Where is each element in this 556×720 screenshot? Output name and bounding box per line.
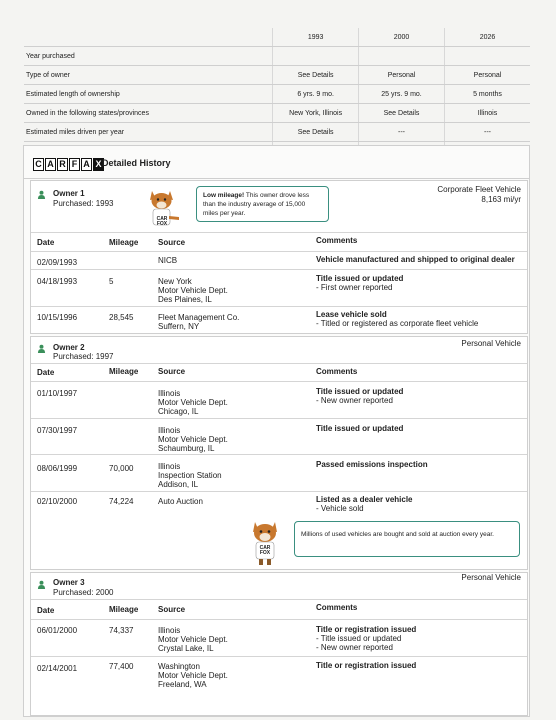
col-date: Date	[37, 606, 55, 615]
source-line: Des Plaines, IL	[158, 295, 212, 304]
summary-row	[24, 47, 530, 66]
record-comment-title: Title or registration issued	[316, 625, 417, 634]
low-mileage-callout	[196, 186, 329, 222]
source-line: Illinois	[158, 626, 181, 635]
summary-value: See Details	[359, 104, 445, 123]
record-comments	[316, 495, 413, 513]
source-line: Motor Vehicle Dept.	[158, 435, 228, 444]
auction-callout: Millions of used vehicles are bought and sold at auction every year.	[294, 521, 520, 557]
source-line: Fleet Management Co.	[158, 313, 240, 322]
summary-value: Illinois	[445, 104, 531, 123]
summary-value: New York, Illinois	[273, 104, 359, 123]
table-row	[31, 251, 527, 269]
record-comment-title: Title issued or updated	[316, 387, 404, 396]
summary-label: Year purchased	[24, 47, 273, 66]
col-source: Source	[158, 605, 186, 614]
record-date: 07/30/1997	[37, 426, 78, 435]
summary-value: See Details	[273, 66, 359, 85]
owner-purchased: Purchased: 2000	[53, 588, 114, 597]
col-date: Date	[37, 238, 55, 247]
owner-purchased: Purchased: 1993	[53, 199, 114, 208]
summary-value	[359, 47, 445, 66]
record-date: 06/01/2000	[37, 626, 78, 635]
carfox-badge: CAR FOX	[259, 545, 271, 556]
record-mileage: 74,224	[109, 497, 134, 506]
record-mileage: 77,400	[109, 662, 134, 671]
summary-header-row	[24, 28, 530, 47]
source-line: Motor Vehicle Dept.	[158, 398, 228, 407]
col-source: Source	[158, 238, 186, 247]
record-source	[158, 313, 239, 331]
owner-name: Owner 1	[53, 189, 85, 198]
ownership-summary-table	[24, 28, 530, 161]
carfox-badge: CAR FOX	[156, 216, 168, 227]
source-line: Illinois	[158, 426, 181, 435]
record-comment-line: - Titled or registered as corporate fleet vehicle	[316, 319, 479, 328]
summary-value: 25 yrs. 9 mo.	[359, 85, 445, 104]
table-row	[31, 418, 527, 454]
record-source	[158, 277, 228, 304]
owner-name: Owner 2	[53, 343, 85, 352]
record-comment-line: - New owner reported	[316, 643, 393, 652]
owner1-section	[30, 180, 528, 334]
owner-purchased: Purchased: 1997	[53, 352, 114, 361]
record-comment-line: - First owner reported	[316, 283, 393, 292]
detailed-history-section	[23, 145, 530, 717]
logo-letter: R	[57, 158, 68, 171]
record-comments	[316, 310, 478, 328]
table-row	[31, 656, 527, 715]
record-date: 02/09/1993	[37, 258, 78, 267]
record-source	[158, 462, 222, 489]
record-comment-line: - Vehicle sold	[316, 504, 364, 513]
col-mileage: Mileage	[109, 605, 139, 614]
person-icon	[37, 580, 46, 589]
table-row	[31, 491, 527, 569]
owner-type-label: Corporate Fleet Vehicle	[437, 185, 521, 194]
summary-value: 5 months	[445, 85, 531, 104]
source-line: Motor Vehicle Dept.	[158, 671, 228, 680]
summary-value	[445, 47, 531, 66]
table-row	[31, 306, 527, 333]
logo-letter: X	[93, 158, 104, 171]
record-comment-title: Lease vehicle sold	[316, 310, 387, 319]
record-comment-line: - Title issued or updated	[316, 634, 402, 643]
record-source: Auto Auction	[158, 497, 203, 506]
summary-row	[24, 66, 530, 85]
col-comments: Comments	[316, 367, 358, 376]
owner2-section	[30, 336, 528, 570]
owner-type	[437, 185, 521, 205]
logo-letter: A	[45, 158, 56, 171]
history-title: Detailed History	[102, 158, 171, 168]
summary-value: Personal	[445, 66, 531, 85]
record-comment-line: - New owner reported	[316, 396, 393, 405]
source-line: Suffern, NY	[158, 322, 200, 331]
callout-text: This owner drove less than the industry average of 15,000 miles per year.	[203, 192, 310, 217]
person-icon	[37, 344, 46, 353]
owner2-year-header: 2000	[359, 28, 445, 47]
record-date: 10/15/1996	[37, 313, 78, 322]
summary-label: Estimated miles driven per year	[24, 123, 273, 142]
table-row	[31, 454, 527, 491]
summary-row	[24, 85, 530, 104]
record-date: 08/06/1999	[37, 464, 78, 473]
logo-letter: A	[81, 158, 92, 171]
table-header-row	[31, 363, 527, 382]
record-comments	[316, 625, 416, 652]
source-line: Inspection Station	[158, 471, 222, 480]
source-line: Motor Vehicle Dept.	[158, 286, 228, 295]
table-header-row	[31, 232, 527, 251]
summary-value: ---	[359, 123, 445, 142]
carfax-logo	[33, 158, 105, 171]
col-mileage: Mileage	[109, 367, 139, 376]
record-comment-title: Passed emissions inspection	[316, 460, 428, 469]
owner3-section	[30, 572, 528, 716]
table-row	[31, 381, 527, 418]
logo-letter: F	[69, 158, 80, 171]
record-source	[158, 662, 228, 689]
record-comment-title: Title issued or updated	[316, 424, 404, 433]
record-source	[158, 389, 228, 416]
record-mileage: 28,545	[109, 313, 134, 322]
source-line: Motor Vehicle Dept.	[158, 635, 228, 644]
record-mileage: 74,337	[109, 626, 134, 635]
carfox-mascot-icon	[245, 516, 285, 566]
summary-value	[273, 47, 359, 66]
owner1-year-header: 1993	[273, 28, 359, 47]
table-row	[31, 269, 527, 306]
col-date: Date	[37, 368, 55, 377]
col-source: Source	[158, 367, 186, 376]
source-line: Illinois	[158, 389, 181, 398]
summary-label: Estimated length of ownership	[24, 85, 273, 104]
person-icon	[37, 190, 46, 199]
record-source	[158, 426, 228, 453]
record-comment-title: Title or registration issued	[316, 661, 417, 670]
summary-row	[24, 104, 530, 123]
record-date: 02/14/2001	[37, 664, 78, 673]
record-source	[158, 626, 228, 653]
col-comments: Comments	[316, 236, 358, 245]
source-line: Washington	[158, 662, 200, 671]
owner-name: Owner 3	[53, 578, 85, 587]
summary-label: Owned in the following states/provinces	[24, 104, 273, 123]
source-line: New York	[158, 277, 192, 286]
source-line: Crystal Lake, IL	[158, 644, 214, 653]
table-header-row	[31, 599, 527, 620]
source-line: Illinois	[158, 462, 181, 471]
record-date: 02/10/2000	[37, 497, 78, 506]
summary-value: Personal	[359, 66, 445, 85]
source-line: Chicago, IL	[158, 407, 199, 416]
record-mileage: 5	[109, 277, 114, 286]
col-mileage: Mileage	[109, 238, 139, 247]
col-comments: Comments	[316, 603, 358, 612]
source-line: Addison, IL	[158, 480, 199, 489]
record-comment-title: Listed as a dealer vehicle	[316, 495, 413, 504]
owner3-year-header: 2026	[445, 28, 531, 47]
summary-value: ---	[445, 123, 531, 142]
record-comment-title: Vehicle manufactured and shipped to original dealer	[316, 255, 515, 264]
record-date: 01/10/1997	[37, 389, 78, 398]
record-source: NICB	[158, 256, 178, 265]
record-date: 04/18/1993	[37, 277, 78, 286]
summary-row	[24, 123, 530, 142]
owner-type-label: Personal Vehicle	[461, 339, 521, 348]
table-row	[31, 619, 527, 656]
owner-type-label: Personal Vehicle	[461, 573, 521, 582]
summary-value: See Details	[273, 123, 359, 142]
callout-heading: Low mileage!	[203, 192, 245, 199]
record-comments	[316, 387, 403, 405]
logo-letter: C	[33, 158, 44, 171]
record-mileage: 70,000	[109, 464, 134, 473]
summary-label: Type of owner	[24, 66, 273, 85]
history-header	[24, 146, 529, 179]
summary-value: 6 yrs. 9 mo.	[273, 85, 359, 104]
record-comments	[316, 274, 403, 292]
record-comment-title: Title issued or updated	[316, 274, 404, 283]
source-line: Freeland, WA	[158, 680, 207, 689]
owner-miles-per-year: 8,163 mi/yr	[481, 195, 521, 204]
source-line: Schaumburg, IL	[158, 444, 215, 453]
